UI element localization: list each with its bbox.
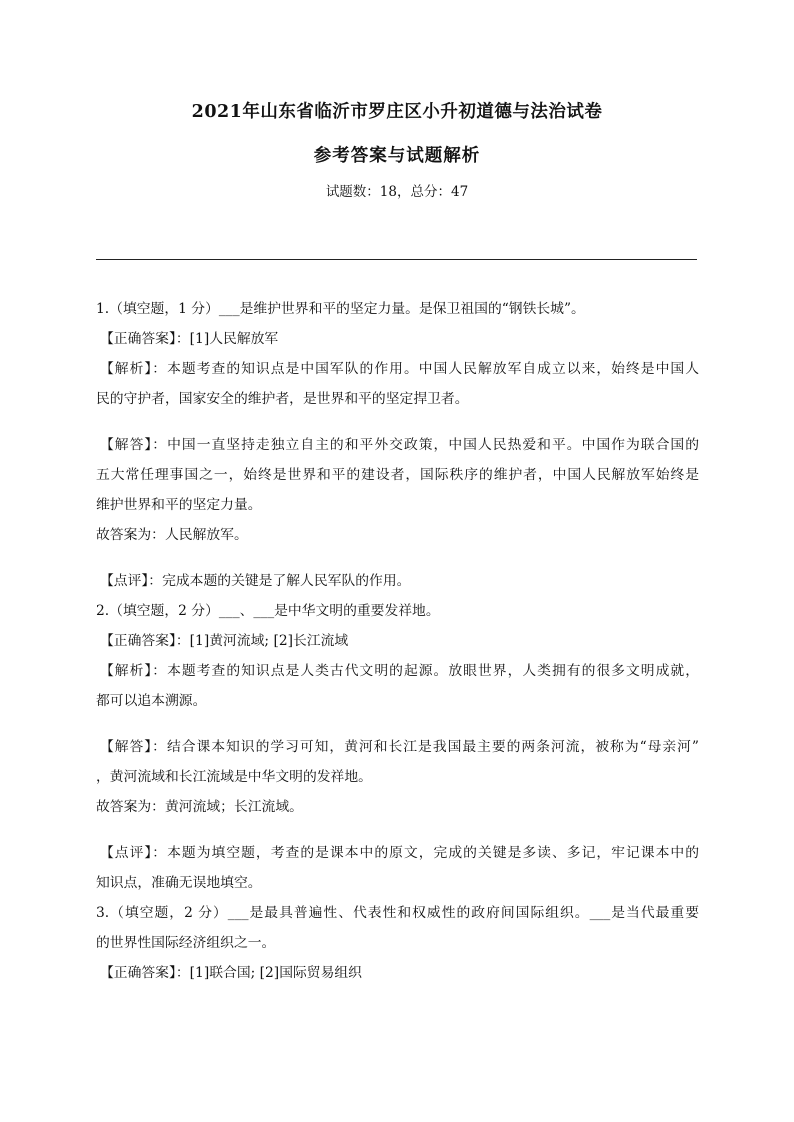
- solution-line: ，黄河流域和长江流域是中华文明的发祥地。: [96, 769, 372, 785]
- comment-line: 【点评】：完成本题的关键是了解人民军队的作用。: [100, 573, 411, 589]
- page-title: 2021年山东省临沂市罗庄区小升初道德与法治试卷: [191, 102, 603, 122]
- final-answer: 故答案为：黄河流域；长江流域。: [96, 799, 303, 815]
- analysis-line: 【解析】：本题考查的知识点是人类古代文明的起源。放眼世界，人类拥有的很多文明成就，: [100, 663, 699, 679]
- solution-line: 【解答】：中国一直坚持走独立自主的和平外交政策，中国人民热爱和平。中国作为联合国的: [100, 437, 699, 453]
- comment-line: 知识点，准确无误地填空。: [96, 875, 262, 891]
- page-subtitle: 参考答案与试题解析: [313, 146, 481, 166]
- header-divider: [96, 259, 697, 260]
- question-summary: 试题数：18，总分：47: [325, 184, 469, 200]
- question-stem: 的世界性国际经济组织之一。: [96, 935, 276, 951]
- question-stem: 1.（填空题，1 分）___是维护世界和平的坚定力量。是保卫祖国的“钢铁长城”。: [96, 301, 585, 317]
- question-3: [96, 898, 699, 988]
- question-stem: 2.（填空题，2 分）___、___是中华文明的重要发祥地。: [96, 603, 440, 619]
- solution-line: 五大常任理事国之一，始终是世界和平的建设者，国际秩序的维护者，中国人民解放军始终是: [96, 467, 699, 483]
- analysis-line: 民的守护者，国家安全的维护者，是世界和平的坚定捍卫者。: [96, 391, 469, 407]
- spacer: [96, 550, 699, 566]
- spacer: [96, 716, 699, 732]
- correct-answer: 【正确答案】：[1]黄河流域; [2]长江流域: [100, 633, 349, 649]
- spacer: [96, 822, 699, 838]
- solution-line: 【解答】：结合课本知识的学习可知，黄河和长江是我国最主要的两条河流，被称为“母亲河”: [100, 739, 699, 755]
- question-1: [96, 294, 699, 596]
- question-2: [96, 596, 699, 898]
- comment-line: 【点评】：本题为填空题，考查的是课本中的原文，完成的关键是多读、多记，牢记课本中的: [100, 845, 699, 861]
- analysis-line: 【解析】：本题考查的知识点是中国军队的作用。中国人民解放军自成立以来，始终是中国人: [100, 361, 699, 377]
- solution-line: 维护世界和平的坚定力量。: [96, 497, 262, 513]
- question-stem: 3.（填空题，2 分）___是最具普遍性、代表性和权威性的政府间国际组织。___是当代最重要: [96, 905, 699, 921]
- spacer: [96, 414, 699, 430]
- answer-content: [96, 294, 699, 988]
- correct-answer: 【正确答案】：[1]人民解放军: [100, 331, 279, 347]
- final-answer: 故答案为：人民解放军。: [96, 527, 248, 543]
- correct-answer: 【正确答案】：[1]联合国; [2]国际贸易组织: [100, 965, 362, 981]
- analysis-line: 都可以追本溯源。: [96, 693, 207, 709]
